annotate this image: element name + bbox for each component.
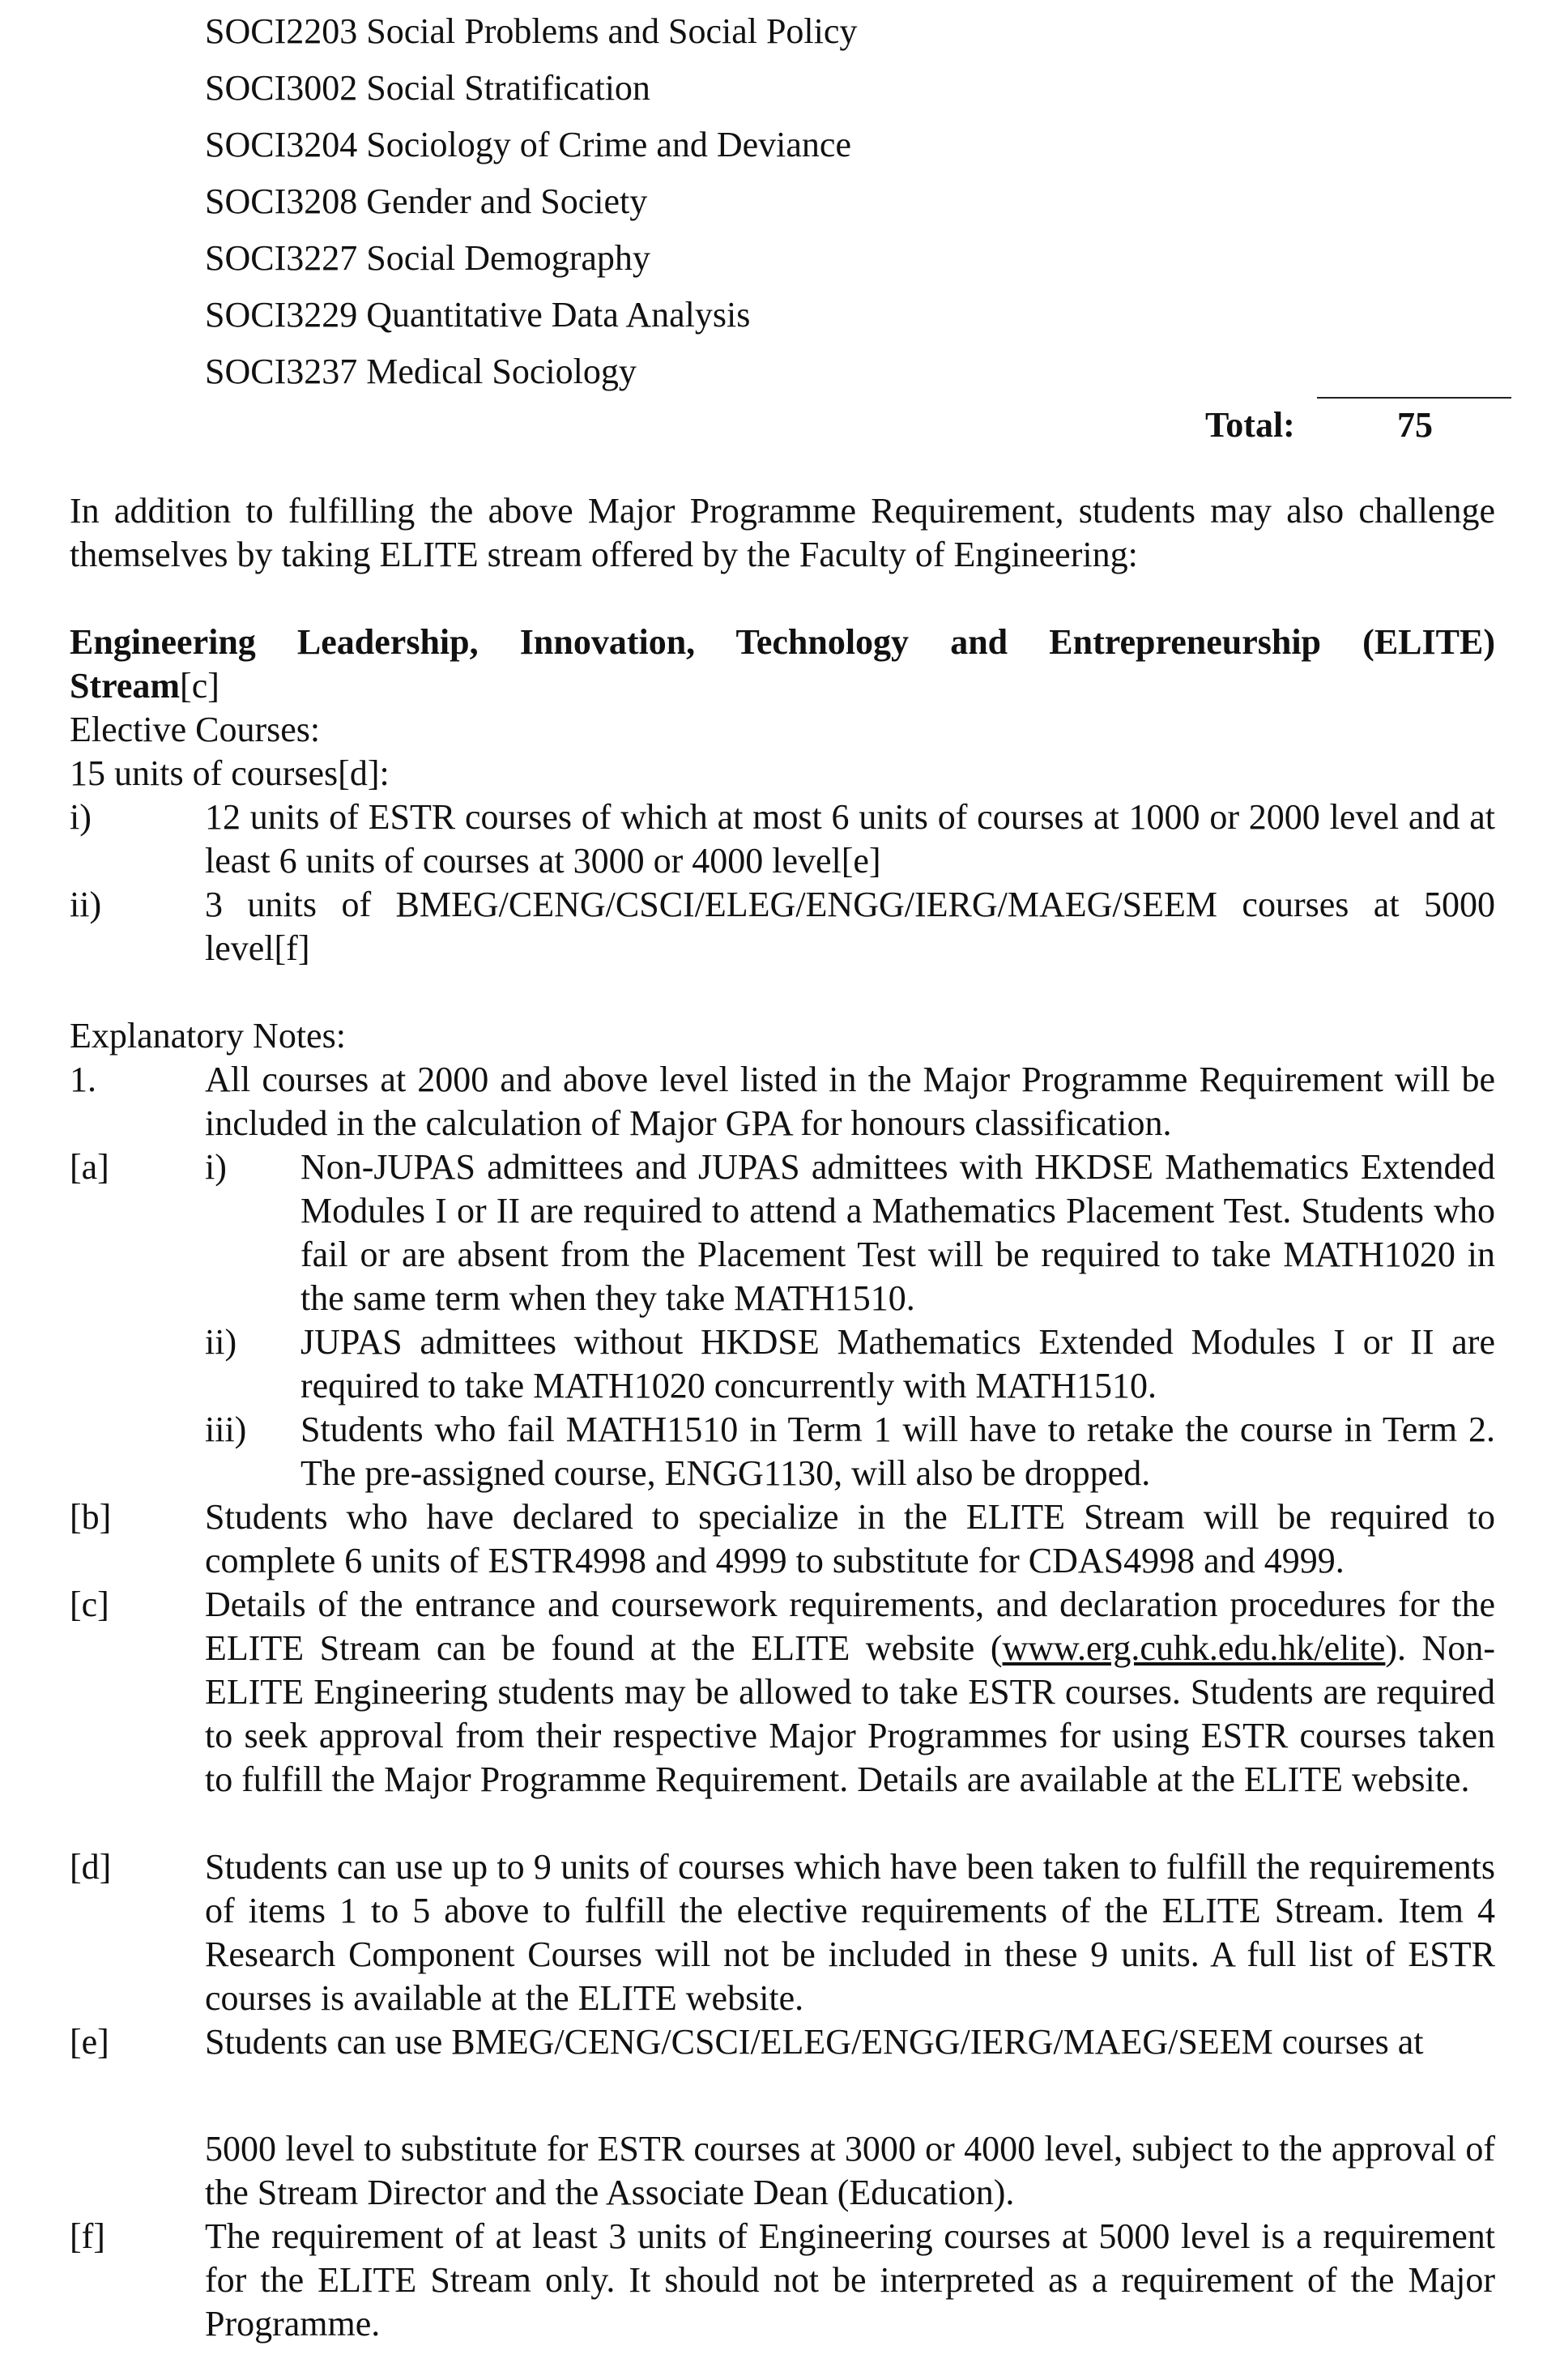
elite-heading-line2 [70,664,1495,708]
note-a-sub-iii-marker: iii) [205,1410,247,1449]
note-c-marker: [c] [70,1585,109,1624]
elite-heading-stream: Stream [70,666,181,706]
elite-heading-note: [c] [180,666,219,706]
note-c-text-before: Details of the entrance and coursework requirements, and declaration procedures for the ELITE Stream can be found at the ELITE website ( [205,1585,1495,1668]
elite-item-ii-text: 3 units of BMEG/CENG/CSCI/ELEG/ENGG/IERG/MAEG/SEEM courses at 5000 level[f] [205,885,1495,968]
course-soci3204: SOCI3204 Sociology of Crime and Deviance [205,125,851,164]
note-d-marker: [d] [70,1847,112,1887]
note-c-text-after: ). Non-ELITE Engineering students may be allowed to take ESTR courses. Students are required to seek approval from their respective Major Programmes for using ESTR courses taken to fulfill the Major Programme Requirement. Details are available at the ELITE website. [205,1628,1495,1799]
note-c-text [205,1583,1495,1802]
total-rule [1317,397,1511,399]
note-a-sub-i-marker: i) [205,1147,227,1187]
note-b-text: Students who have declared to specialize in the ELITE Stream will be required to complete 6 units of ESTR4998 and 4999 to substitute for CDAS4998 and 4999. [205,1497,1495,1580]
units-of-courses-label: 15 units of courses[d]: [70,753,390,793]
note-b-marker: [b] [70,1497,112,1537]
course-soci3237: SOCI3237 Medical Sociology [205,352,637,391]
elite-item-i-marker: i) [70,797,92,837]
course-soci3002: SOCI3002 Social Stratification [205,68,650,108]
note-f-text: The requirement of at least 3 units of Engineering courses at 5000 level is a requirement for the ELITE Stream only. It should not be interpreted as a requirement of the Major Programme. [205,2216,1495,2344]
elite-item-ii-marker: ii) [70,885,102,924]
total-value: 75 [1397,405,1433,445]
notes-title: Explanatory Notes: [70,1016,346,1056]
total-label: Total: [1205,405,1295,445]
note-1-marker: 1. [70,1060,96,1099]
note-a-sub-iii-text: Students who fail MATH1510 in Term 1 will have to retake the course in Term 2. The pre-assigned course, ENGG1130, will also be dropped. [300,1410,1495,1493]
course-soci3229: SOCI3229 Quantitative Data Analysis [205,295,751,335]
course-soci3208: SOCI3208 Gender and Society [205,181,648,221]
note-a-sub-ii-marker: ii) [205,1322,237,1362]
note-e-marker: [e] [70,2022,109,2062]
elite-heading-line1 [70,621,1495,664]
note-1-text: All courses at 2000 and above level listed in the Major Programme Requirement will be included in the calculation of Major GPA for honours classification. [205,1060,1495,1143]
elite-item-i-text: 12 units of ESTR courses of which at most 6 units of courses at 1000 or 2000 level and at least 6 units of courses at 3000 or 4000 level[e] [205,797,1495,881]
course-soci2203: SOCI2203 Social Problems and Social Policy [205,11,858,51]
note-d-text: Students can use up to 9 units of courses which have been taken to fulfill the requirements of items 1 to 5 above to fulfill the elective requirements of the ELITE Stream. Item 4 Research Component Courses will not be included in these 9 units. A full list of ESTR courses is available at the ELITE website. [205,1847,1495,2018]
note-a-sub-i-text: Non-JUPAS admittees and JUPAS admittees with HKDSE Mathematics Extended Modules I or II are required to attend a Mathematics Placement Test. Students who fail or are absent from the Placement Test will be required to take MATH1020 in the same term when they take MATH1510. [300,1147,1495,1318]
note-e-line1: Students can use BMEG/CENG/CSCI/ELEG/ENGG/IERG/MAEG/SEEM courses at [205,2022,1424,2062]
note-f-marker: [f] [70,2216,105,2256]
elite-website-link[interactable]: www.erg.cuhk.edu.hk/elite [1002,1628,1386,1668]
intro-paragraph: In addition to fulfilling the above Major Programme Requirement, students may also challenge themselves by taking ELITE stream offered by the Faculty of Engineering: [70,491,1495,574]
elective-courses-label: Elective Courses: [70,710,321,749]
elite-heading-bold: Engineering Leadership, Innovation, Technology and Entrepreneurship (ELITE) [70,622,1495,662]
note-a-sub-ii-text: JUPAS admittees without HKDSE Mathematics Extended Modules I or II are required to take MATH1020 concurrently with MATH1510. [300,1322,1495,1405]
note-e-continuation-text: 5000 level to substitute for ESTR courses at 3000 or 4000 level, subject to the approval of the Stream Director and the Associate Dean (Education). [205,2129,1495,2212]
note-a-marker: [a] [70,1147,109,1187]
course-soci3227: SOCI3227 Social Demography [205,238,650,278]
